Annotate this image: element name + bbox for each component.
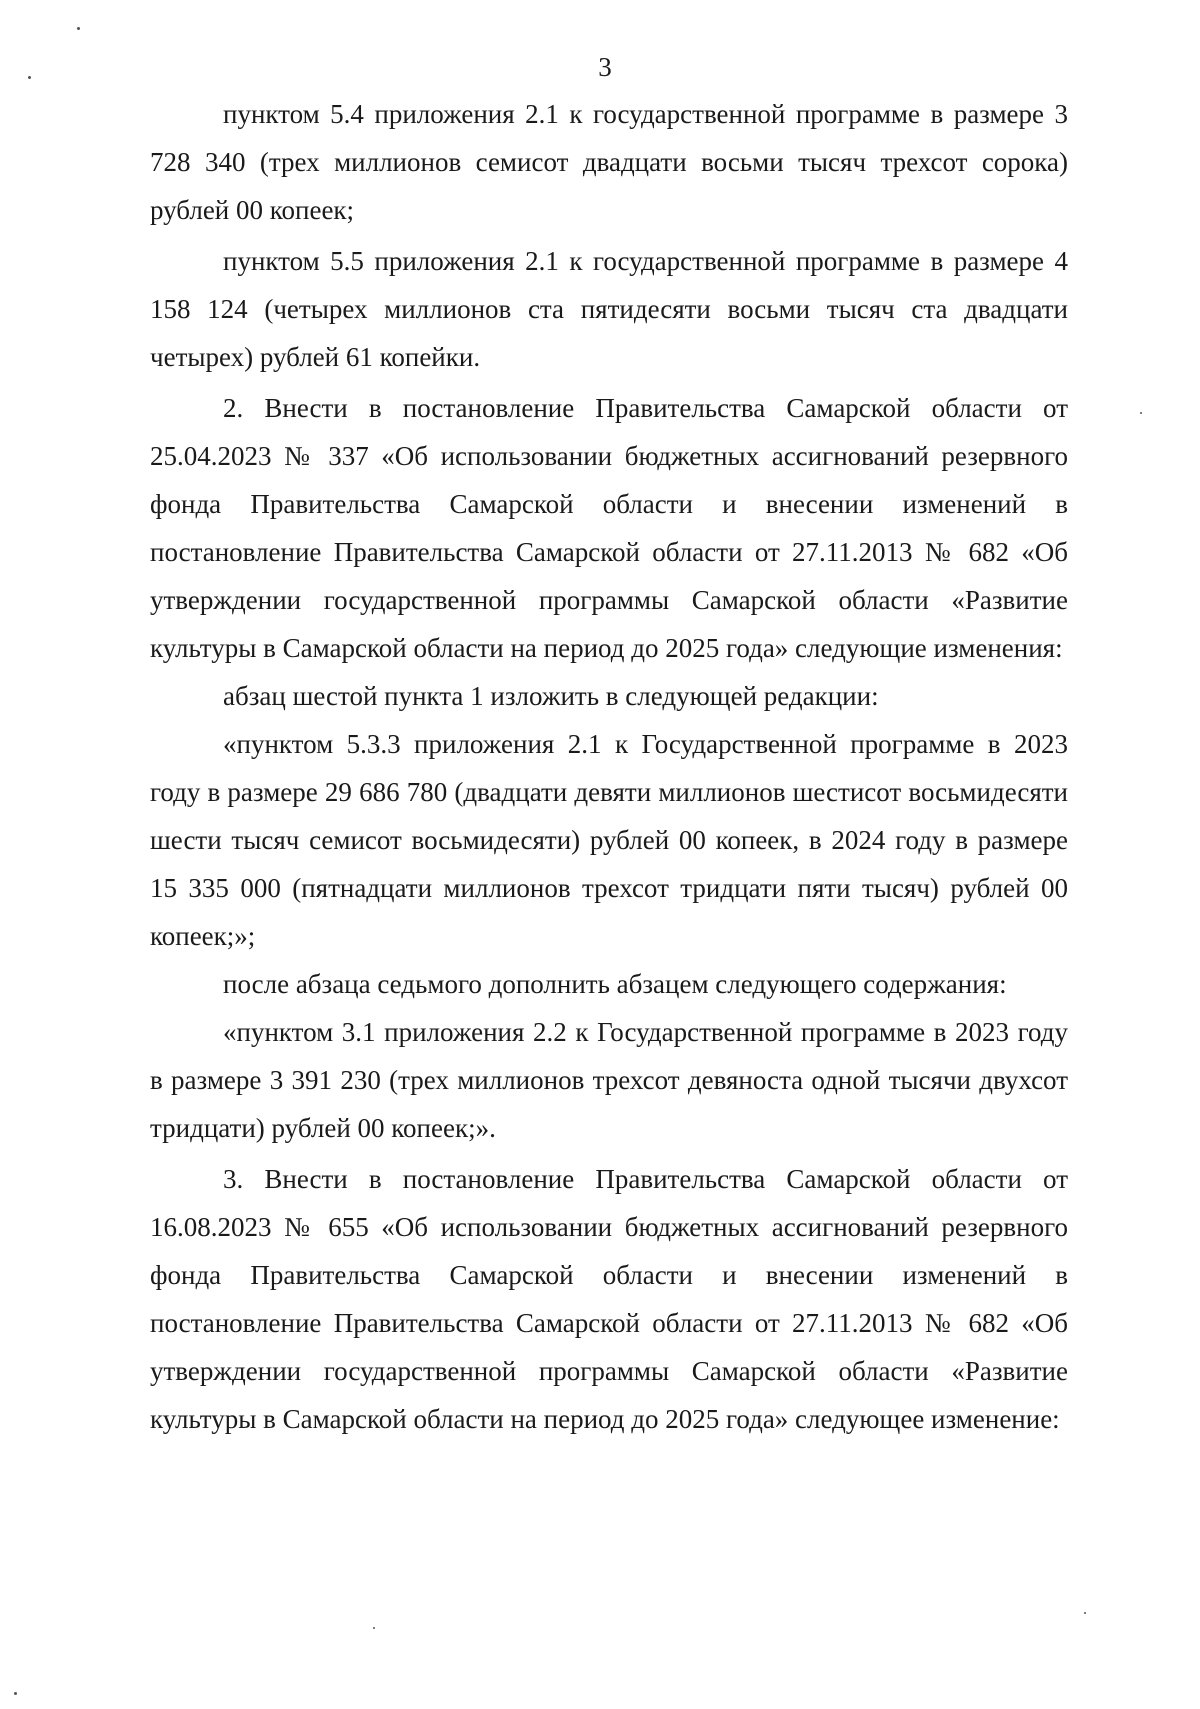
paragraph-item-5-4: пунктом 5.4 приложения 2.1 к государственной программе в размере 3 728 340 (трех миллионов семисот двадцати восьми тысяч трехсот сорока) рублей 00 копеек; <box>150 99 1068 225</box>
paragraph-section-2: 2. Внести в постановление Правительства Самарской области от 25.04.2023 № 337 «Об использовании бюджетных ассигнований резервного фонда Правительства Самарской области и внесении изменений в постановление Правительства Самарской области от 27.11.2013 № 682 «Об утверждении государственной программы Самарской области «Развитие культуры в Самарской области на период до 2025 года» следующие изменения: <box>150 393 1068 663</box>
scan-speck <box>28 76 31 79</box>
page-number: 3 <box>598 52 612 82</box>
paragraph-quoted-item-5-3-3: «пунктом 5.3.3 приложения 2.1 к Государственной программе в 2023 году в размере 29 686 780 (двадцати девяти миллионов шестисот восьмидесяти шести тысяч семисот восьмидесяти) рублей 00 копеек, в 2024 году в размере 15 335 000 (пятнадцати миллионов трехсот тридцати пяти тысяч) рублей 00 копеек;»; <box>150 729 1068 951</box>
paragraph-item-5-5: пунктом 5.5 приложения 2.1 к государственной программе в размере 4 158 124 (четырех миллионов ста пятидесяти восьми тысяч ста двадцати четырех) рублей 61 копейки. <box>150 246 1068 372</box>
paragraph-quoted-item-3-1: «пунктом 3.1 приложения 2.2 к Государственной программе в 2023 году в размере 3 391 230 (трех миллионов трехсот девяноста одной тысячи двухсот тридцати) рублей 00 копеек;». <box>150 1017 1068 1143</box>
scan-speck <box>1084 1612 1086 1614</box>
scan-speck <box>373 1627 375 1629</box>
document-body <box>150 90 1068 1443</box>
scan-speck <box>14 1692 17 1695</box>
paragraph-add-instruction: после абзаца седьмого дополнить абзацем следующего содержания: <box>223 969 1007 999</box>
paragraph-section-3: 3. Внести в постановление Правительства Самарской области от 16.08.2023 № 655 «Об использовании бюджетных ассигнований резервного фонда Правительства Самарской области и внесении изменений в постановление Правительства Самарской области от 27.11.2013 № 682 «Об утверждении государственной программы Самарской области «Развитие культуры в Самарской области на период до 2025 года» следующее изменение: <box>150 1164 1068 1434</box>
scan-speck <box>1140 412 1142 414</box>
scan-speck <box>77 27 80 30</box>
paragraph-amend-instruction: абзац шестой пункта 1 изложить в следующей редакции: <box>223 681 879 711</box>
